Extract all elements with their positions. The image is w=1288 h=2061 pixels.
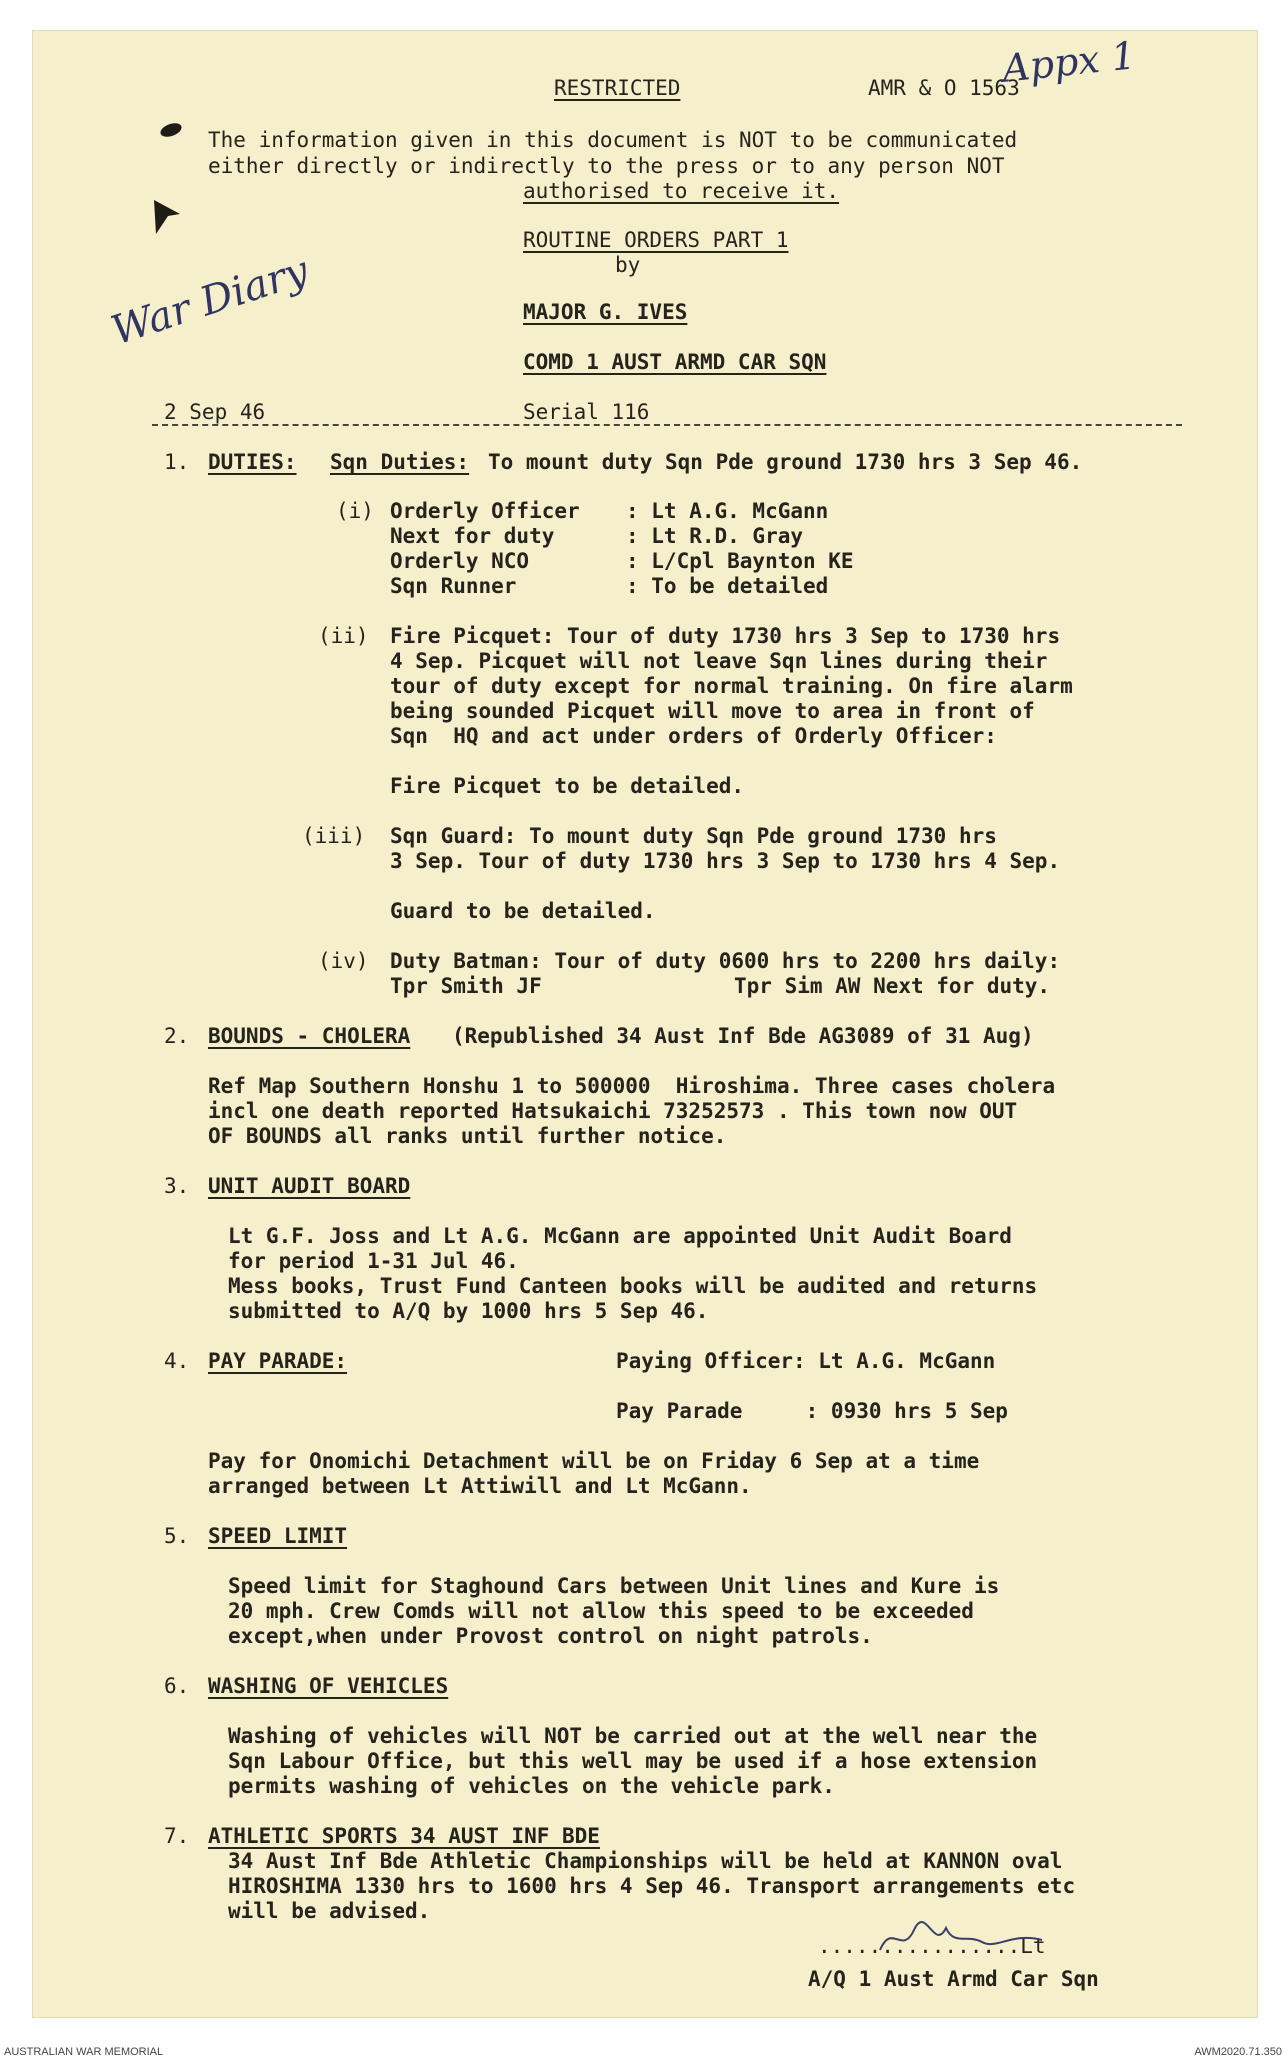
duty-label: Next for duty: [390, 524, 555, 548]
section-1-number: 1.: [164, 450, 190, 474]
header-rule: [152, 424, 1182, 426]
ink-blot: [159, 121, 184, 140]
issuer-name: MAJOR G. IVES: [523, 300, 688, 324]
section-3-number: 3.: [164, 1174, 190, 1198]
notice-line-3: authorised to receive it.: [523, 179, 840, 203]
footer-archive: AUSTRALIAN WAR MEMORIAL: [4, 2046, 164, 2058]
sqn-guard-detail: Guard to be detailed.: [390, 899, 656, 923]
order-serial: Serial 116: [523, 400, 650, 424]
ink-arrow-mark: [150, 194, 184, 238]
section-2-line: incl one death reported Hatsukaichi 73252573 . This town now OUT: [208, 1099, 1018, 1123]
fire-picquet-line: Sqn HQ and act under orders of Orderly Officer:: [390, 724, 997, 748]
signature-block: A/Q 1 Aust Armd Car Sqn: [808, 1967, 1099, 1991]
document-page: [32, 30, 1258, 2018]
duty-value: : Lt A.G. McGann: [626, 499, 829, 523]
duty-value: : L/Cpl Baynton KE: [626, 549, 854, 573]
section-4-line: arranged between Lt Attiwill and Lt McGann.: [208, 1474, 752, 1498]
section-5-line: Speed limit for Staghound Cars between Unit lines and Kure is: [228, 1574, 1000, 1598]
section-7-title: ATHLETIC SPORTS 34 AUST INF BDE: [208, 1824, 600, 1848]
section-2-note: (Republished 34 Aust Inf Bde AG3089 of 31 Aug): [452, 1024, 1034, 1048]
pay-parade-time: Pay Parade : 0930 hrs 5 Sep: [616, 1399, 1008, 1423]
classification: RESTRICTED: [554, 76, 681, 100]
section-3-line: Lt G.F. Joss and Lt A.G. McGann are appointed Unit Audit Board: [228, 1224, 1012, 1248]
section-7-line: 34 Aust Inf Bde Athletic Championships will be held at KANNON oval: [228, 1849, 1063, 1873]
duty-label: Orderly NCO: [390, 549, 530, 573]
section-6-line: permits washing of vehicles on the vehicle park.: [228, 1774, 835, 1798]
fire-picquet-detail: Fire Picquet to be detailed.: [390, 774, 745, 798]
section-1-title: DUTIES:: [208, 450, 297, 474]
section-2-line: Ref Map Southern Honshu 1 to 500000 Hiroshima. Three cases cholera: [208, 1074, 1056, 1098]
section-6-line: Sqn Labour Office, but this well may be used if a hose extension: [228, 1749, 1038, 1773]
item-i-number: (i): [336, 499, 374, 523]
section-2-title: BOUNDS - CHOLERA: [208, 1024, 411, 1048]
duty-label: Sqn Runner: [390, 574, 517, 598]
sqn-guard-line: Sqn Guard: To mount duty Sqn Pde ground 1730 hrs: [390, 824, 997, 848]
paying-officer: Paying Officer: Lt A.G. McGann: [616, 1349, 996, 1373]
section-5-line: except,when under Provost control on night patrols.: [228, 1624, 873, 1648]
orders-by: by: [615, 253, 641, 277]
fire-picquet-line: tour of duty except for normal training. On fire alarm: [390, 674, 1073, 698]
fire-picquet-line: Fire Picquet: Tour of duty 1730 hrs 3 Sep to 1730 hrs: [390, 624, 1061, 648]
war-diary-annotation: War Diary: [105, 247, 314, 355]
section-6-title: WASHING OF VEHICLES: [208, 1674, 449, 1698]
section-6-number: 6.: [164, 1674, 190, 1698]
section-4-number: 4.: [164, 1349, 190, 1373]
section-5-line: 20 mph. Crew Comds will not allow this speed to be exceeded: [228, 1599, 974, 1623]
signature-dots: ................Lt: [818, 1934, 1046, 1958]
section-1-subtitle: Sqn Duties:: [330, 450, 470, 474]
section-7-line: HIROSHIMA 1330 hrs to 1600 hrs 4 Sep 46. Transport arrangements etc: [228, 1874, 1076, 1898]
item-ii-number: (ii): [318, 624, 369, 648]
item-iv-number: (iv): [318, 949, 369, 973]
signature-scribble: [872, 1916, 1052, 1964]
appendix-annotation: Appx 1: [1000, 33, 1138, 91]
section-2-line: OF BOUNDS all ranks until further notice.: [208, 1124, 727, 1148]
issuer-unit: COMD 1 AUST ARMD CAR SQN: [523, 350, 827, 374]
section-6-line: Washing of vehicles will NOT be carried out at the well near the: [228, 1724, 1038, 1748]
section-3-line: for period 1-31 Jul 46.: [228, 1249, 519, 1273]
section-5-number: 5.: [164, 1524, 190, 1548]
duty-label: Orderly Officer: [390, 499, 580, 523]
section-4-line: Pay for Onomichi Detachment will be on Friday 6 Sep at a time: [208, 1449, 980, 1473]
section-3-line: submitted to A/Q by 1000 hrs 5 Sep 46.: [228, 1299, 709, 1323]
section-2-number: 2.: [164, 1024, 190, 1048]
notice-line-2: either directly or indirectly to the press or to any person NOT: [208, 154, 1005, 178]
section-3-title: UNIT AUDIT BOARD: [208, 1174, 411, 1198]
section-7-number: 7.: [164, 1824, 190, 1848]
footer-accession: AWM2020.71.350: [1194, 2046, 1282, 2058]
fire-picquet-line: being sounded Picquet will move to area in front of: [390, 699, 1035, 723]
duty-value: : Lt R.D. Gray: [626, 524, 804, 548]
section-5-title: SPEED LIMIT: [208, 1524, 348, 1548]
document-reference: AMR & O 1563: [868, 76, 1020, 100]
fire-picquet-line: 4 Sep. Picquet will not leave Sqn lines during their: [390, 649, 1048, 673]
duty-batman-next: Tpr Sim AW Next for duty.: [734, 974, 1051, 998]
section-4-title: PAY PARADE:: [208, 1349, 348, 1373]
section-3-line: Mess books, Trust Fund Canteen books will be audited and returns: [228, 1274, 1038, 1298]
section-7-line: will be advised.: [228, 1899, 431, 1923]
order-date: 2 Sep 46: [164, 400, 266, 424]
sqn-guard-line: 3 Sep. Tour of duty 1730 hrs 3 Sep to 1730 hrs 4 Sep.: [390, 849, 1061, 873]
duty-batman-line: Duty Batman: Tour of duty 0600 hrs to 2200 hrs daily:: [390, 949, 1061, 973]
section-1-text: To mount duty Sqn Pde ground 1730 hrs 3 Sep 46.: [488, 450, 1083, 474]
duty-value: : To be detailed: [626, 574, 829, 598]
duty-batman-name: Tpr Smith JF: [390, 974, 542, 998]
notice-line-1: The information given in this document is NOT to be communicated: [208, 128, 1018, 152]
item-iii-number: (iii): [302, 824, 366, 848]
orders-title: ROUTINE ORDERS PART 1: [523, 228, 789, 252]
